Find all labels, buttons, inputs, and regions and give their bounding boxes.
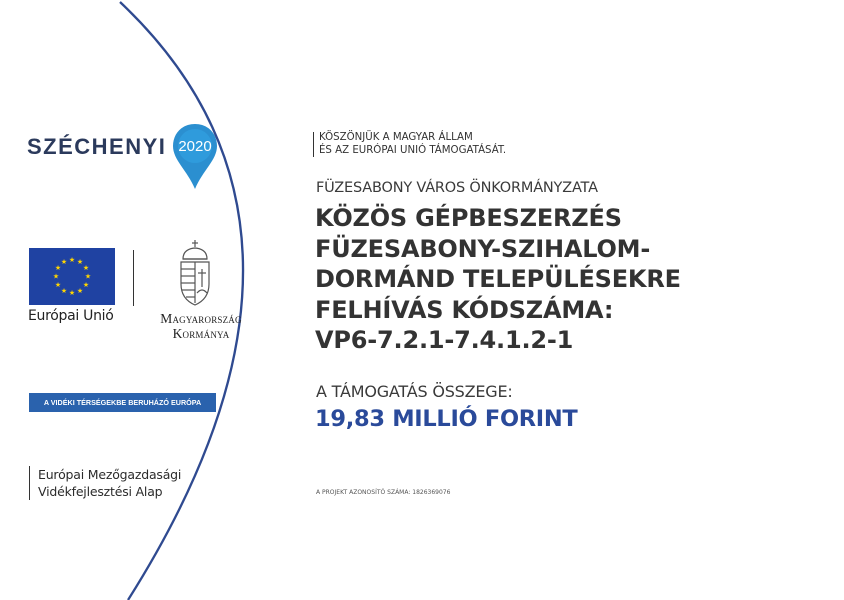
rural-europe-banner: A VIDÉKI TÉRSÉGEKBE BERUHÁZÓ EURÓPA (29, 393, 216, 412)
logo-divider (133, 250, 134, 306)
fund-line-2: Vidékfejlesztési Alap (38, 484, 163, 499)
project-title (315, 203, 681, 356)
government-label-line1: Magyarország (160, 311, 242, 326)
svg-text:★: ★ (60, 287, 68, 295)
szechenyi-2020-logo (27, 122, 227, 194)
eu-label: Európai Unió (28, 308, 114, 324)
eu-flag-icon (29, 248, 115, 305)
fund-line-1: Európai Mezőgazdasági (38, 467, 182, 482)
government-label-line2: Kormánya (172, 326, 230, 341)
support-amount: 19,83 MILLIÓ FORINT (315, 406, 578, 432)
hungarian-coat-of-arms-icon (175, 239, 215, 307)
svg-text:★: ★ (82, 264, 90, 272)
svg-text:★: ★ (68, 289, 76, 297)
svg-text:★: ★ (54, 264, 62, 272)
szechenyi-wordmark: SZÉCHENYI (27, 134, 167, 159)
svg-text:★: ★ (68, 256, 76, 264)
svg-text:★: ★ (84, 272, 92, 281)
title-line-3: DORMÁND TELEPÜLÉSEKRE (315, 265, 681, 293)
thanks-note (313, 132, 506, 157)
szechenyi-year: 2020 (178, 138, 212, 155)
beneficiary-name: FÜZESABONY VÁROS ÖNKORMÁNYZATA (316, 180, 598, 196)
eafrd-label (29, 466, 181, 500)
location-pin-icon (171, 122, 219, 192)
svg-text:★: ★ (54, 281, 62, 289)
project-id: A PROJEKT AZONOSÍTÓ SZÁMA: 1826369076 (316, 489, 451, 496)
svg-text:★: ★ (82, 281, 90, 289)
title-line-2: FÜZESABONY-SZIHALOM- (315, 234, 651, 263)
title-line-4: FELHÍVÁS KÓDSZÁMA: (315, 295, 614, 324)
svg-text:★: ★ (76, 258, 84, 266)
thanks-line-2: ÉS AZ EURÓPAI UNIÓ TÁMOGATÁSÁT. (319, 144, 507, 156)
svg-text:★: ★ (76, 287, 84, 295)
title-line-5: VP6-7.2.1-7.4.1.2-1 (315, 326, 574, 354)
thanks-line-1: KÖSZÖNJÜK A MAGYAR ÁLLAM (319, 132, 473, 143)
svg-text:★: ★ (60, 258, 68, 266)
title-line-1: KÖZÖS GÉPBESZERZÉS (315, 204, 622, 232)
support-amount-label: A TÁMOGATÁS ÖSSZEGE: (316, 382, 513, 401)
svg-text:★: ★ (52, 272, 60, 281)
hungarian-government-label (148, 311, 254, 341)
